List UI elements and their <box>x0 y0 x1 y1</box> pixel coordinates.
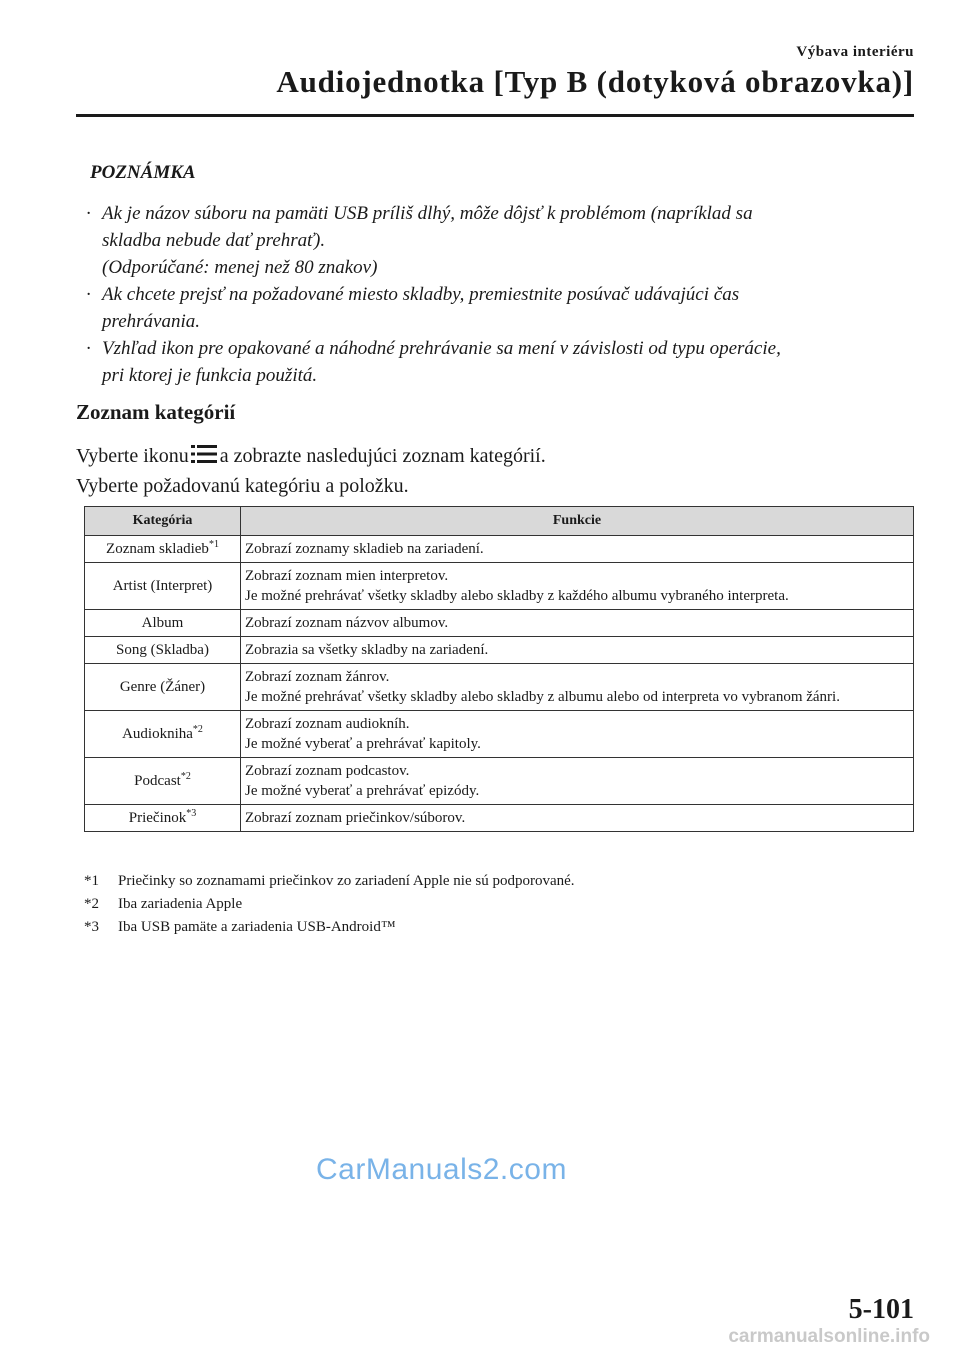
column-header-functions: Funkcie <box>241 507 914 536</box>
table-row <box>85 610 914 637</box>
footnote-ref: *2 <box>180 771 191 782</box>
footnote-mark: *2 <box>84 896 99 912</box>
note-list <box>84 200 924 389</box>
function-line: Zobrazia sa všetky skladby na zariadení. <box>245 642 489 658</box>
footnote <box>84 916 914 939</box>
note-title: POZNÁMKA <box>90 162 196 183</box>
table-row <box>85 536 914 563</box>
function-line: Zobrazí zoznam názvov albumov. <box>245 615 449 631</box>
category-name: Artist (Interpret) <box>112 578 213 594</box>
category-cell <box>85 610 241 637</box>
function-cell <box>241 610 914 637</box>
category-list-heading: Zoznam kategórií <box>76 400 236 424</box>
function-line: Je možné vyberať a prehrávať epizódy. <box>245 783 480 799</box>
page-number: 5-101 <box>848 1294 914 1325</box>
category-cell <box>85 536 241 563</box>
intro-line: Vyberte požadovanú kategóriu a položku. <box>76 475 409 497</box>
function-cell <box>241 711 914 758</box>
footnote-mark: *1 <box>84 873 99 889</box>
category-name: Song (Skladba) <box>116 642 209 658</box>
note-line: Vzhľad ikon pre opakované a náhodné prehrávanie sa mení v závislosti od typu operácie, <box>102 338 781 359</box>
function-line: Je možné vyberať a prehrávať kapitoly. <box>245 736 481 752</box>
bullet-icon: · <box>86 284 91 305</box>
watermark-link[interactable]: CarManuals2.com <box>316 1153 567 1186</box>
table-header-row <box>85 507 914 536</box>
function-line: Zobrazí zoznamy skladieb na zariadení. <box>245 541 484 557</box>
function-cell <box>241 563 914 610</box>
page-title: Audiojednotka [Typ B (dotyková obrazovka)] <box>276 64 914 99</box>
footnote-ref: *3 <box>186 808 197 819</box>
intro-line <box>76 442 916 472</box>
section-label: Výbava interiéru <box>796 44 914 60</box>
note-line: Ak chcete prejsť na požadované miesto skladby, premiestnite posúvač udávajúci čas <box>102 284 740 305</box>
function-line: Zobrazí zoznam mien interpretov. <box>245 568 449 584</box>
table-row <box>85 711 914 758</box>
footnote <box>84 893 914 916</box>
table-body <box>85 536 914 832</box>
function-cell <box>241 637 914 664</box>
category-cell <box>85 563 241 610</box>
category-name: Audiokniha <box>122 726 193 742</box>
intro-text: Vyberte ikonu <box>76 445 189 467</box>
table-row <box>85 637 914 664</box>
category-name: Priečinok <box>128 810 187 826</box>
footnote-ref: *1 <box>208 539 219 550</box>
note-line: skladba nebude dať prehrať). <box>102 230 326 251</box>
footnote-mark: *3 <box>84 919 99 935</box>
column-header-category: Kategória <box>85 507 241 536</box>
category-table <box>84 506 914 832</box>
note-line: prehrávania. <box>102 311 200 332</box>
category-cell <box>85 805 241 832</box>
category-cell <box>85 637 241 664</box>
function-line: Zobrazí zoznam podcastov. <box>245 763 410 779</box>
table-row <box>85 563 914 610</box>
function-line: Zobrazí zoznam priečinkov/súborov. <box>245 810 466 826</box>
bullet-icon: · <box>86 203 91 224</box>
footnote-text: Iba USB pamäte a zariadenia USB-Android™ <box>118 919 396 935</box>
note-item <box>84 335 924 389</box>
category-name: Genre (Žáner) <box>119 679 206 695</box>
note-line: pri ktorej je funkcia použitá. <box>102 365 318 386</box>
function-line: Zobrazí zoznam žánrov. <box>245 669 390 685</box>
table-row <box>85 758 914 805</box>
category-cell <box>85 711 241 758</box>
heading-divider <box>76 114 914 117</box>
footnote-text: Priečinky so zoznamami priečinkov zo zariadení Apple nie sú podporované. <box>118 873 575 889</box>
function-cell <box>241 664 914 711</box>
category-name: Zoznam skladieb <box>106 541 209 557</box>
category-cell <box>85 664 241 711</box>
note-item <box>84 281 924 335</box>
note-item <box>84 200 924 281</box>
footer-site-link[interactable]: carmanualsonline.info <box>728 1326 930 1347</box>
category-name: Album <box>141 615 184 631</box>
note-line: (Odporúčané: menej než 80 znakov) <box>102 257 378 278</box>
table-row <box>85 664 914 711</box>
footnote <box>84 870 914 893</box>
footnotes <box>84 870 914 939</box>
category-name: Podcast <box>134 773 181 789</box>
bullet-icon: · <box>86 338 91 359</box>
category-intro <box>76 442 916 500</box>
function-cell <box>241 758 914 805</box>
function-line: Je možné prehrávať všetky skladby alebo skladby z albumu alebo od interpreta vo vybranom žánri. <box>245 689 840 705</box>
note-line: Ak je názov súboru na pamäti USB príliš dlhý, môže dôjsť k problémom (napríklad sa <box>102 203 753 224</box>
function-cell <box>241 536 914 563</box>
function-line: Zobrazí zoznam audiokníh. <box>245 716 410 732</box>
footnote-ref: *2 <box>192 724 203 735</box>
footnote-text: Iba zariadenia Apple <box>118 896 243 912</box>
function-cell <box>241 805 914 832</box>
table-row <box>85 805 914 832</box>
category-cell <box>85 758 241 805</box>
list-icon <box>191 444 217 472</box>
function-line: Je možné prehrávať všetky skladby alebo skladby z každého albumu vybraného interpreta. <box>245 588 789 604</box>
intro-text: a zobrazte nasledujúci zoznam kategórií. <box>219 445 546 467</box>
